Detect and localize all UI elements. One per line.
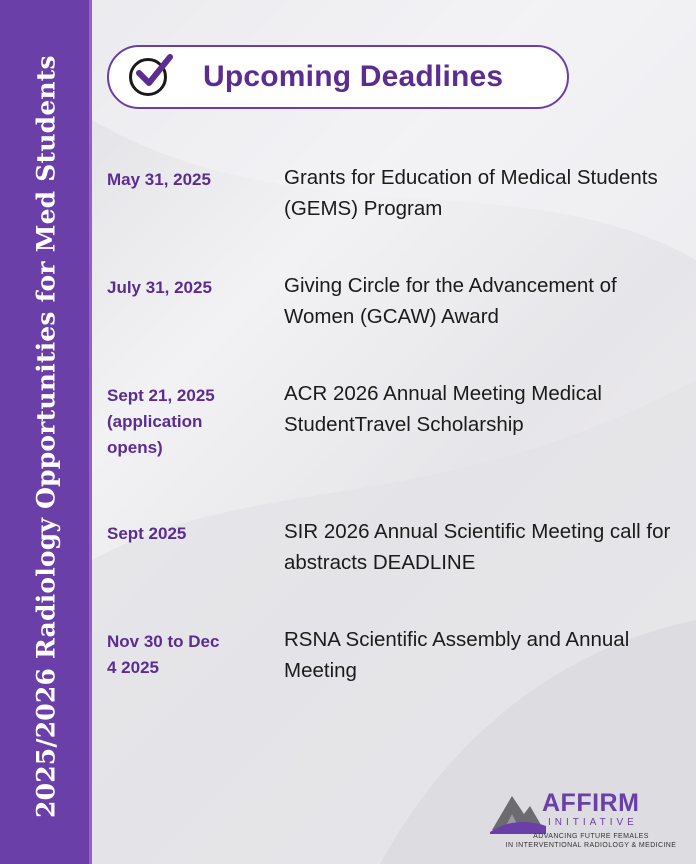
sidebar-title: 2025/2026 Radiology Opportunities for Med Students: [31, 55, 61, 818]
deadline-date: May 31, 2025: [107, 170, 211, 189]
sidebar: [0, 0, 92, 864]
deadline-date: July 31, 2025: [107, 278, 212, 297]
deadline-description: SIR 2026 Annual Scientific Meeting call for abstracts DEADLINE: [284, 520, 671, 574]
affirm-logo: [490, 786, 686, 856]
header-banner: [107, 45, 569, 109]
deadline-description: Giving Circle for the Advancement of Women (GCAW) Award: [284, 274, 617, 328]
check-circle-icon: [129, 58, 167, 96]
deadline-date: Sept 2025: [107, 524, 187, 543]
logo-subtitle: INITIATIVE: [548, 817, 638, 828]
deadline-description: RSNA Scientific Assembly and Annual Meeting: [284, 628, 630, 682]
deadline-description: Grants for Education of Medical Students (GEMS) Program: [284, 166, 658, 220]
deadline-date: Nov 30 to Dec 4 2025: [107, 632, 220, 677]
logo-word: AFFIRM: [542, 789, 640, 817]
logo-tagline: ADVANCING FUTURE FEMALES: [533, 833, 649, 840]
affirm-mountain-icon: [490, 790, 546, 834]
logo-tagline: IN INTERVENTIONAL RADIOLOGY & MEDICINE: [505, 842, 677, 849]
deadline-date: Sept 21, 2025 (application opens): [107, 386, 215, 457]
deadline-description: ACR 2026 Annual Meeting Medical StudentTravel Scholarship: [284, 382, 602, 436]
page-title: Upcoming Deadlines: [203, 60, 504, 93]
